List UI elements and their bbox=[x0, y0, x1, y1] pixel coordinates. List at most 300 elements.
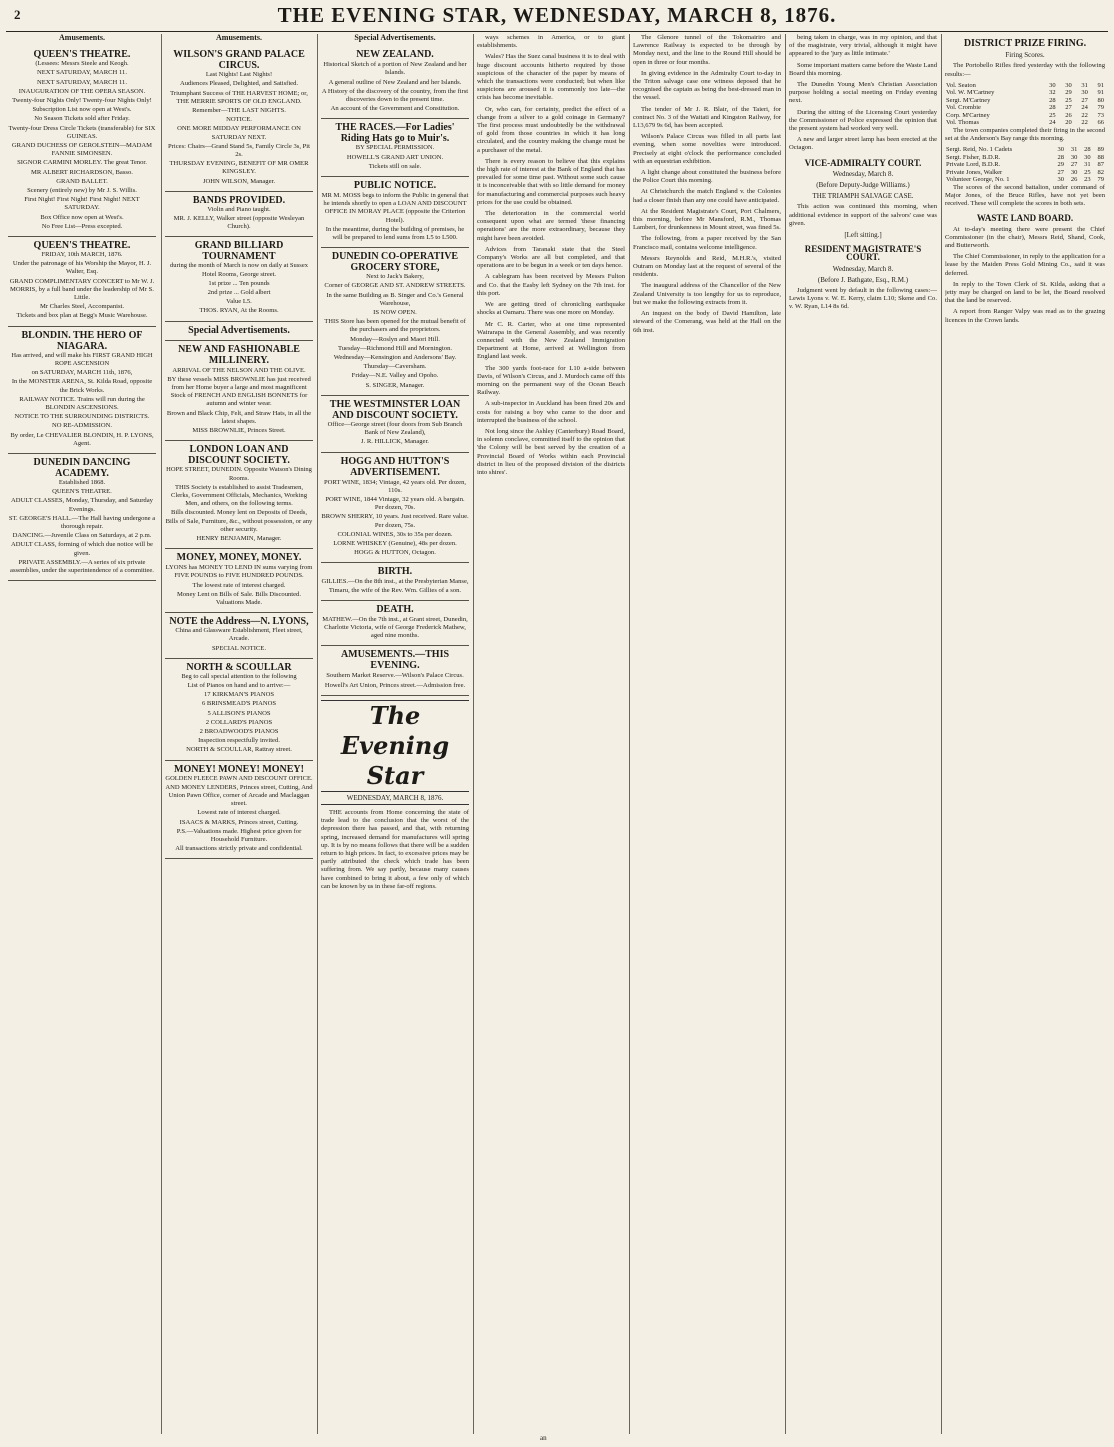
ad-line: 17 KIRKMAN'S PIANOS bbox=[203, 691, 275, 699]
page-number: 2 bbox=[14, 7, 22, 22]
column-4 bbox=[477, 34, 625, 1434]
ad-subheading: during the month of March is now on daily at Sussex Hotel Rooms, George street. bbox=[170, 262, 308, 278]
table-cell: Vol. Thomas bbox=[946, 119, 979, 127]
leader-article: THE accounts from Home concerning the state of trade lead to the conclusion that the worst of the depression there has passed, and that, with returning spring, increased demand for manufactures will spring up. It is by no means follows that there will be a sudden return to high prices. In fact, to excessive prices may be partly attributed the check which trade has been suffering from. We say partly, because many causes have combined to bring it about, a few only of which can be known by us in these far-off regions. bbox=[321, 808, 469, 890]
ad-line: THIS Store has been opened for the mutual benefit of the purchasers and the proprietors. bbox=[324, 318, 466, 334]
table-cell: 30 bbox=[1049, 81, 1056, 89]
advertisement bbox=[321, 601, 469, 647]
table-cell: 88 bbox=[1097, 153, 1104, 161]
ad-line: 2nd prize ... Gold albert bbox=[207, 289, 271, 297]
article-text: The town companies completed their firing in the second set at the Anderson's Bay range this morning. bbox=[945, 126, 1105, 143]
ad-line: Thursday—Caversham. bbox=[363, 363, 427, 371]
ad-line: SIGNOR CARMINI MORLEY. The great Tenor. bbox=[17, 159, 147, 167]
ad-heading: DUNEDIN CO-OPERATIVE GROCERY STORE, bbox=[331, 251, 459, 274]
advertisement bbox=[165, 46, 313, 192]
advertisement bbox=[165, 192, 313, 238]
table-cell: Private Lord, B.D.R. bbox=[946, 161, 1001, 169]
ad-subheading: (Lessees: Messrs Steele and Keogh. bbox=[35, 60, 129, 68]
news-paragraph: During the sitting of the Licensing Court yesterday the Commissioner of Police expressed the opinion that the present system had worked very well. bbox=[789, 108, 937, 133]
ad-line: NOTICE TO THE SURROUNDING DISTRICTS. bbox=[14, 413, 150, 421]
table-cell: 27 bbox=[1081, 96, 1088, 104]
news-paragraph: Messrs Reynolds and Reid, M.H.R.'s, visited Outram on Monday last at the request of several of the residents. bbox=[633, 254, 781, 279]
news-paragraph: There is every reason to believe that this explains the high rate of interest at the Bank of England that has prevailed for some time past. Without some such cause it is inconceivable that with so little demand for money for manufacturing and commercial purposes such heavy prices for the use could be obtained. bbox=[477, 157, 625, 206]
ad-line: HOWELL'S GRAND ART UNION. bbox=[346, 153, 444, 161]
ad-heading: NEW AND FASHIONABLE MILLINERY. bbox=[178, 343, 300, 366]
ad-line: All transactions strictly private and confidential. bbox=[175, 845, 303, 853]
ad-line: BY these vessels MISS BROWNLIE has just received from her Home buyer a large and most magnificent Stock of FRENCH AND ENGLISH BONNETS for autumn and winter wear. bbox=[167, 375, 311, 408]
section-heading: Amusements. bbox=[216, 34, 262, 42]
ad-line: 2 COLLARD'S PIANOS bbox=[205, 718, 273, 726]
ad-heading: BANDS PROVIDED. bbox=[192, 194, 286, 206]
court-heading: VICE-ADMIRALTY COURT. bbox=[804, 157, 922, 168]
ad-line: S. SINGER, Manager. bbox=[365, 381, 425, 389]
ad-line: MR ALBERT RICHARDSON, Basso. bbox=[31, 168, 133, 176]
table-row bbox=[945, 161, 1105, 169]
news-paragraph: The deterioration in the commercial world consequent upon what are termed 'these financing operations' are the more extraordinary, because they might have been avoided. bbox=[477, 210, 625, 242]
news-paragraph: An inquest on the body of David Hamilton, late steward of the Comerang, was held at the Hall on the 6th inst. bbox=[633, 310, 781, 334]
ad-heading: PUBLIC NOTICE. bbox=[353, 180, 437, 192]
news-paragraph: A cablegram has been received by Messrs Fulton and Co. that the Easby left Sydney on the 7th inst. for this port. bbox=[477, 273, 625, 297]
table-row bbox=[945, 82, 1105, 90]
ad-subheading: GOLDEN FLEECE PAWN AND DISCOUNT OFFICE. bbox=[165, 774, 313, 782]
article-text: The Chief Commissioner, in reply to the application for a lease by the Maiden Press Gold Mining Co., said it was deferred. bbox=[945, 253, 1105, 277]
table-cell: 32 bbox=[1049, 89, 1056, 97]
advertisement bbox=[165, 441, 313, 549]
column-3 bbox=[321, 34, 469, 1434]
news-paragraphs bbox=[633, 34, 781, 335]
advertisement bbox=[321, 46, 469, 119]
ad-line: IS NOW OPEN. bbox=[373, 309, 417, 317]
ad-line: on SATURDAY, MARCH 11th, 1876, bbox=[31, 369, 133, 377]
ad-line: First Night! First Night! First Night! NEXT SATURDAY. bbox=[24, 196, 140, 212]
table-cell: 30 bbox=[1070, 168, 1078, 176]
ad-line: MATHEW.—On the 7th inst., at Grant street, Dunedin, Charlotte Victoria, wife of George Frederick Mathew, aged nine months. bbox=[322, 615, 468, 640]
table-cell: 79 bbox=[1097, 104, 1104, 112]
article-heading: WASTE LAND BOARD. bbox=[976, 213, 1074, 224]
ads-list bbox=[165, 46, 313, 859]
ad-subheading: Has arrived, and will make his FIRST GRAND HIGH ROPE ASCENSION bbox=[11, 351, 153, 367]
table-cell: 23 bbox=[1084, 176, 1091, 184]
table-cell: 30 bbox=[1065, 81, 1072, 89]
ad-line: In the MONSTER ARENA, St. Kilda Road, opposite the Brick Works. bbox=[11, 378, 153, 394]
table-cell: Volunteer George, No. 1 bbox=[946, 176, 1010, 184]
table-cell: Sergt. M'Cartney bbox=[946, 96, 991, 104]
court-before: (Before J. Bathgate, Esq., R.M.) bbox=[817, 275, 909, 284]
news-paragraph: ways schemes in America, or to giant establishments. bbox=[477, 34, 625, 50]
ad-line: ADULT CLASSES, Monday, Thursday, and Saturday Evenings. bbox=[11, 497, 153, 513]
ad-heading: MONEY! MONEY! MONEY! bbox=[174, 763, 304, 775]
ad-line: THURSDAY EVENING, BENEFIT OF MR OMER KINGSLEY. bbox=[169, 160, 309, 176]
ad-line: Twenty-four Dress Circle Tickets (transferable) for SIX GUINEAS. bbox=[8, 124, 156, 140]
ad-heading: QUEEN'S THEATRE. bbox=[33, 240, 131, 252]
table-cell: 30 bbox=[1057, 176, 1065, 184]
ad-line: Tickets still on sale. bbox=[368, 162, 422, 170]
ad-line: NORTH & SCOULLAR, Rattray street. bbox=[186, 746, 292, 754]
ad-line: GRAND DUCHESS OF GEROLSTEIN—MADAM FANNIE SIMONSEN. bbox=[11, 142, 153, 158]
ad-subheading: FRIDAY, 10th MARCH, 1876. bbox=[41, 251, 123, 259]
ad-line: Bills discounted. Money lent on Deposits of Deeds, Bills of Sale, Furniture, &c., without possession, or any other security. bbox=[165, 509, 313, 533]
ad-line: GILLIES.—On the 8th inst., at the Presbyterian Manse, Timaru, the wife of the Rev. Wm. Gillies of a son. bbox=[321, 578, 469, 594]
ad-line: PORT WINE, 1844 Vintage, 32 years old. A bargain. Per dozen, 70s. bbox=[325, 495, 465, 512]
ad-line: An account of the Government and Constitution. bbox=[330, 105, 460, 113]
table-cell: 28 bbox=[1049, 104, 1056, 112]
ad-line: Brown and Black Chip, Felt, and Straw Hats, in all the latest shapes. bbox=[166, 409, 312, 425]
ad-line: Subscription List now open at West's. bbox=[32, 106, 132, 114]
paper-title: The Evening Star bbox=[321, 700, 469, 792]
ad-line: Tuesday—Richmond Hill and Mornington. bbox=[337, 344, 453, 352]
ad-line: AND MONEY LENDERS, Princes street, Cutting, And Union Pawn Office, corner of Arcade and Maclaggan street. bbox=[165, 783, 313, 808]
advertisement bbox=[165, 549, 313, 613]
table-cell: 28 bbox=[1057, 153, 1065, 161]
table-cell: Corp. M'Cartney bbox=[946, 111, 990, 119]
ad-heading: GRAND BILLIARD TOURNAMENT bbox=[194, 240, 284, 263]
ad-line: Corner of GEORGE AND ST. ANDREW STREETS. bbox=[324, 282, 466, 290]
table-cell: 27 bbox=[1057, 168, 1065, 176]
ad-line: BROWN SHERRY, 10 years. Just received. Rare value. Per dozen, 75s. bbox=[321, 513, 469, 529]
newspaper-title: THE EVENING STAR, WEDNESDAY, MARCH 8, 1876. bbox=[277, 3, 837, 27]
ad-line: No Season Tickets sold after Friday. bbox=[34, 115, 130, 123]
table-cell: 25 bbox=[1065, 96, 1072, 104]
table-cell: 24 bbox=[1049, 119, 1056, 127]
masthead bbox=[0, 0, 1114, 30]
ad-line: A History of the discovery of the country, from the first discoveries down to the present time. bbox=[321, 87, 469, 104]
court-date: Wednesday, March 8. bbox=[832, 169, 894, 178]
table-cell: 30 bbox=[1057, 146, 1065, 154]
ad-line: NOTICE. bbox=[226, 116, 252, 124]
court-heading: RESIDENT MAGISTRATE'S COURT. bbox=[804, 244, 922, 263]
article-text: A report from Ranger Valpy was read as to the grazing licences in the Crown lands. bbox=[945, 308, 1105, 324]
table-cell: 24 bbox=[1081, 104, 1088, 112]
table-cell: 91 bbox=[1097, 89, 1104, 97]
table-row bbox=[945, 97, 1105, 105]
column-rule bbox=[629, 34, 630, 1434]
ad-heading: DUNEDIN DANCING ACADEMY. bbox=[33, 456, 131, 479]
ad-line: Wednesday—Kensington and Andersons' Bay. bbox=[333, 354, 457, 362]
ad-line: NEXT SATURDAY, MARCH 11. bbox=[37, 78, 127, 86]
news-paragraph: Advices from Taranaki state that the Steel Company's Works are all but completed, and that operations are to be begun in a week or ten days hence. bbox=[477, 245, 625, 270]
ad-heading: BLONDIN. THE HERO OF NIAGARA. bbox=[21, 329, 143, 352]
article-subheading: Firing Scores. bbox=[1005, 51, 1045, 60]
ad-line: List of Pianos on hand and to arrive:— bbox=[187, 681, 291, 689]
article-heading: DISTRICT PRIZE FIRING. bbox=[963, 38, 1087, 49]
ad-line: LYONS has MONEY TO LEND IN sums varying from FIVE POUNDS to FIVE HUNDRED POUNDS. bbox=[165, 564, 313, 580]
news-paragraph: At Christchurch the match England v. the Colonies had a closer finish than any one could have anticipated. bbox=[633, 188, 781, 204]
ad-line: INAUGURATION OF THE OPERA SEASON. bbox=[18, 87, 146, 95]
article-text: In reply to the Town Clerk of St. Kilda, asking that a jetty may be charged on land to be let, the Board resolved that the land be reserved. bbox=[945, 280, 1105, 305]
table-cell: Vol. Seaton bbox=[946, 81, 976, 89]
table-cell: 89 bbox=[1097, 146, 1104, 154]
ad-line: J. R. HILLICK, Manager. bbox=[361, 438, 429, 446]
table-row bbox=[945, 154, 1105, 162]
ad-line: MISS BROWNLIE, Princes Street. bbox=[192, 427, 286, 435]
court-before: (Before Deputy-Judge Williams.) bbox=[816, 181, 910, 190]
column-5 bbox=[633, 34, 781, 1434]
ad-heading: MONEY, MONEY, MONEY. bbox=[176, 552, 302, 564]
advertisement bbox=[165, 659, 313, 761]
advertisement bbox=[321, 396, 469, 453]
column-rule bbox=[785, 34, 786, 1434]
ad-heading: WILSON'S GRAND PALACE CIRCUS. bbox=[173, 49, 305, 72]
table-row bbox=[945, 176, 1105, 184]
ad-line: Tickets and box plan at Begg's Music Warehouse. bbox=[16, 312, 148, 320]
ad-line: Howell's Art Union, Princes street.—Admission free. bbox=[324, 681, 466, 689]
ad-line: QUEEN'S THEATRE. bbox=[52, 488, 112, 496]
ad-line: THIS Society is established to assist Tradesmen, Clerks, Government Officials, Mechanics, Working Men, and others, on the following terms. bbox=[170, 483, 307, 508]
table-cell: 31 bbox=[1081, 81, 1088, 89]
news-paragraph: Mr C. R. Carter, who at one time represented Wairarapa in the General Assembly, and was recently connected with the New Zealand Immigration Department at Home, arrived at Wellington from England last week. bbox=[477, 320, 625, 361]
section-heading: Special Advertisements. bbox=[354, 34, 436, 42]
ad-subheading: Last Nights! Last Nights! bbox=[205, 71, 273, 79]
ad-line: Inspection respectfully invited. bbox=[198, 737, 280, 745]
ad-line: COLONIAL WINES, 30s to 35s per dozen. bbox=[337, 530, 453, 538]
ad-line: NO RE-ADMISSION. bbox=[51, 422, 113, 430]
ad-line: JOHN WILSON, Manager. bbox=[202, 177, 276, 185]
table-row bbox=[945, 104, 1105, 112]
column-7 bbox=[945, 34, 1105, 1434]
table-cell: 30 bbox=[1081, 89, 1088, 97]
ad-line: ADULT CLASS, forming of which due notice will be given. bbox=[11, 541, 153, 557]
advertisement bbox=[165, 613, 313, 659]
news-paragraph: At the Resident Magistrate's Court, Port Chalmers, this morning, before Mr Mansford, R.M., Thomas Lambert, for drunkenness in Mount street, was fined 5s. bbox=[633, 207, 781, 232]
news-paragraph: The Dunedin Young Men's Christian Association purpose holding a social meeting on Friday evening next. bbox=[789, 81, 937, 105]
court-text: This action was continued this morning, when additional evidence in support of the salvors' case was given. bbox=[789, 203, 937, 227]
table-cell: 29 bbox=[1057, 161, 1065, 169]
ad-line: ST. GEORGE'S HALL.—The Hall having undergone a thorough repair. bbox=[8, 514, 156, 530]
news-paragraph: The inaugural address of the Chancellor of the New Zealand University is too lengthy for us to reproduce, but we make the following extracts from it. bbox=[633, 282, 781, 306]
table-cell: 80 bbox=[1097, 96, 1104, 104]
ad-subheading: Violin and Piano taught. bbox=[207, 205, 271, 213]
news-paragraph: A sub-inspector in Auckland has been fined 20s and costs for raising a boy who came to the door and interrupted the business of the school. bbox=[477, 400, 625, 424]
column-rule bbox=[161, 34, 162, 1434]
ad-line: MR. J. KELLY, Walker street (opposite Wesleyan Church). bbox=[173, 215, 305, 231]
advertisement bbox=[321, 248, 469, 396]
table-row bbox=[945, 119, 1105, 127]
ad-line: Lowest rate of interest charged. bbox=[197, 809, 281, 817]
table-cell: Private Jones, Walker bbox=[946, 168, 1003, 176]
ad-heading: NOTE the Address—N. LYONS, bbox=[169, 616, 309, 628]
ad-heading: Special Advertisements. bbox=[188, 324, 290, 336]
news-paragraph: The following, from a paper received by the San Francisco mail, contains welcome intelligence. bbox=[633, 235, 781, 251]
advertisement bbox=[8, 454, 156, 581]
column-2 bbox=[165, 34, 313, 1434]
ad-line: The lowest rate of interest charged. bbox=[192, 581, 286, 589]
ad-line: 5 ALLISON'S PIANOS bbox=[207, 709, 271, 717]
news-paragraph: being taken in charge, was in my opinion, and that of the magistrate, very trivial, although it might have appeared to the 'jury as little intimate.' bbox=[789, 34, 937, 58]
news-paragraph: Some important matters came before the Waste Land Board this morning. bbox=[789, 61, 937, 77]
ad-line: Historical Sketch of a portion of New Zealand and her Islands. bbox=[323, 61, 467, 77]
table-cell: 27 bbox=[1070, 161, 1078, 169]
article-text: At to-day's meeting there were present the Chief Commissioner (in the chair), Messrs Reid, Shand, Cook, and Butterworth. bbox=[945, 225, 1105, 249]
advertisement bbox=[165, 237, 313, 321]
ad-line: Twenty-four Nights Only! Twenty-four Nights Only! bbox=[12, 97, 152, 105]
table-row bbox=[945, 112, 1105, 120]
ad-line: LORNE WHISKEY (Genuine), 48s per dozen. bbox=[333, 539, 457, 547]
ad-line: P.S.—Valuations made. Highest price given for Household Furniture. bbox=[176, 827, 302, 843]
news-paragraph: The 300 yards foot-race for L10 a-side between Davis, of Wilson's Circus, and J. Murdoch came off this morning on the permanent way of the Ocean Beach Railway. bbox=[477, 364, 625, 397]
ad-line: HOGG & HUTTON, Octagon. bbox=[354, 549, 436, 557]
score-table bbox=[945, 146, 1105, 184]
ad-heading: THE WESTMINSTER LOAN AND DISCOUNT SOCIETY. bbox=[329, 398, 461, 421]
news-paragraph: Or, who can, for certainty, predict the effect of a change from a silver to a gold coinage in Germany? The first process must undoubtedly be the withdrawal of gold from those countries in which it has long circulated, and the country making the change must be a purchaser of the metal. bbox=[477, 105, 625, 154]
ad-heading: AMUSEMENTS.—THIS EVENING. bbox=[340, 649, 450, 672]
table-cell: 73 bbox=[1097, 111, 1104, 119]
ad-line: No Free List—Press excepted. bbox=[41, 222, 123, 230]
table-cell: 28 bbox=[1049, 96, 1056, 104]
advertisement bbox=[321, 177, 469, 248]
ad-line: SPECIAL NOTICE. bbox=[212, 644, 266, 652]
news-paragraph: The tender of Mr J. R. Blair, of the Taieri, for contract No. 3 of the Waitati and Kingston Railway, for L13,679 9s 6d, has been accepted. bbox=[633, 105, 781, 130]
section-heading: Amusements. bbox=[59, 34, 105, 42]
table-cell: Sergt. Fisher, B.D.R. bbox=[946, 153, 1001, 161]
table-cell: 79 bbox=[1097, 176, 1104, 184]
table-cell: Vol. Crombie bbox=[946, 104, 981, 112]
column-rule bbox=[941, 34, 942, 1434]
ad-line: THOS. RYAN, At the Rooms. bbox=[199, 307, 279, 315]
table-cell: 91 bbox=[1097, 81, 1104, 89]
score-table bbox=[945, 82, 1105, 127]
table-cell: 27 bbox=[1065, 104, 1072, 112]
advertisement bbox=[321, 646, 469, 695]
court-foot: [Left sitting.] bbox=[844, 231, 882, 240]
table-cell: Vol. W. M'Cartney bbox=[946, 89, 995, 97]
ad-line: 6 BRINSMEAD'S PIANOS bbox=[201, 700, 277, 708]
dateline: WEDNESDAY, MARCH 8, 1876. bbox=[321, 794, 469, 805]
table-row bbox=[945, 89, 1105, 97]
ad-heading: HOGG AND HUTTON'S ADVERTISEMENT. bbox=[340, 455, 450, 478]
advertisement bbox=[8, 46, 156, 237]
ad-subheading: Next to Jack's Bakery, bbox=[366, 273, 424, 281]
advertisement bbox=[8, 327, 156, 454]
table-cell: 87 bbox=[1097, 161, 1104, 169]
ad-line: ISAACS & MARKS, Princes street, Cutting. bbox=[179, 818, 299, 826]
table-cell: 30 bbox=[1084, 153, 1091, 161]
ad-line: NEXT SATURDAY, MARCH 11. bbox=[37, 69, 127, 77]
table-cell: 20 bbox=[1065, 119, 1072, 127]
ad-line: Prices: Chairs—Grand Stand 5s, Family Circle 3s, Pit 2s. bbox=[168, 142, 310, 159]
advertisement bbox=[321, 453, 469, 564]
advertisement bbox=[165, 341, 313, 442]
page-footer: an bbox=[540, 1434, 547, 1442]
ad-line: Money Lent on Bills of Sale. Bills Discounted. Valuations Made. bbox=[177, 590, 301, 606]
ad-line: Remember—THE LAST NIGHTS. bbox=[192, 107, 286, 115]
ad-subheading: HOPE STREET, DUNEDIN. Opposite Watson's Dining Rooms. bbox=[166, 466, 312, 482]
advertisement bbox=[321, 563, 469, 600]
ad-line: Triumphant Success of THE HARVEST HOME; or, THE MERRIE SPORTS OF OLD ENGLAND. bbox=[170, 89, 308, 105]
ad-line: GRAND COMPLIMENTARY CONCERT to Mr W. J. MORRIS, by a full band under the leadership of Mr S. Little. bbox=[9, 277, 155, 302]
ad-heading: NORTH & SCOULLAR bbox=[186, 661, 292, 673]
court-text: Judgment went by default in the following cases:—Lewis Lyons v. W. E. Kerry, claim L10; Skene and Co. v. W. Ryan, L14 8s 6d. bbox=[789, 287, 937, 311]
ad-subheading: China and Glassware Establishment, Fleet street, Arcade. bbox=[175, 627, 303, 643]
table-row bbox=[945, 169, 1105, 177]
ad-line: Scenery (entirely new) by Mr J. S. Willis. bbox=[27, 187, 137, 195]
ad-line: Friday—N.E. Valley and Opoho. bbox=[351, 372, 439, 380]
ad-line: PORT WINE, 1834; Vintage, 42 years old. Per dozen, 110s. bbox=[323, 478, 467, 494]
ad-heading: THE RACES.—For Ladies' Riding Hats go to Muir's. bbox=[335, 122, 455, 145]
ad-line: Mr Charles Steel, Accompanist. bbox=[39, 303, 125, 311]
masthead-rule bbox=[6, 31, 1108, 32]
table-row bbox=[945, 146, 1105, 154]
ad-heading: DEATH. bbox=[376, 603, 414, 615]
column-rule bbox=[317, 34, 318, 1434]
ad-line: ARRIVAL OF THE NELSON AND THE OLIVE. bbox=[172, 366, 306, 374]
news-paragraph: Wilson's Palace Circus was filled in all parts last evening, when some novelties were introduced. Precisely at eight o'clock the performance concluded with an equestrian exhibition. bbox=[633, 133, 781, 165]
ad-line: A general outline of New Zealand and her Islands. bbox=[328, 78, 462, 86]
ad-line: ONE MORE MIDDAY PERFORMANCE ON SATURDAY NEXT. bbox=[177, 125, 301, 141]
ads-list bbox=[8, 46, 156, 581]
ad-line: DANCING.—Juvenile Class on Saturdays, at 2 p.m. bbox=[12, 532, 152, 540]
table-cell: 66 bbox=[1097, 119, 1104, 127]
ad-line: Monday—Roslyn and Maori Hill. bbox=[350, 335, 440, 343]
ad-line: Under the patronage of his Worship the Mayor, H. J. Walter, Esq. bbox=[12, 260, 152, 276]
news-paragraph: A new and larger street lamp has been erected at the Octagon. bbox=[789, 136, 937, 152]
column-6 bbox=[789, 34, 937, 1434]
column-rule bbox=[473, 34, 474, 1434]
news-paragraph: We are getting tired of chronicling earthquake shocks at Oamaru. There was one more on Monday. bbox=[477, 301, 625, 317]
ad-line: Box Office now open at West's. bbox=[40, 213, 124, 221]
table-cell: 31 bbox=[1084, 161, 1091, 169]
ad-heading: NEW ZEALAND. bbox=[356, 49, 434, 61]
table-cell: 25 bbox=[1049, 111, 1056, 119]
ad-line: 1st prize ... Ten pounds bbox=[208, 279, 270, 287]
ad-heading: BIRTH. bbox=[377, 566, 413, 578]
news-paragraph: Wales? Has the Suez canal business it is to deal with huge discount accounts hitherto required by those suspicious of the character of the paper by means of which the transactions were conducted; but when like suspicions are aroused it is commonly too late—the crisis has become inevitable. bbox=[477, 53, 625, 102]
ad-line: Southern Market Reserve.—Wilson's Palace Circus. bbox=[326, 672, 464, 680]
ad-line: GRAND BALLET. bbox=[56, 177, 108, 185]
ad-subheading: Established 1868. bbox=[58, 478, 106, 486]
advertisement bbox=[165, 761, 313, 860]
column-1 bbox=[8, 34, 156, 1434]
table-cell: 25 bbox=[1084, 168, 1091, 176]
article-text: The Portobello Rifles fired yesterday with the following results:— bbox=[945, 62, 1105, 78]
case-title: THE TRIAMPH SALVAGE CASE. bbox=[812, 192, 914, 201]
table-cell: 28 bbox=[1084, 146, 1091, 154]
ad-line: HENRY BENJAMIN, Manager. bbox=[196, 534, 282, 542]
advertisement bbox=[165, 322, 313, 341]
ad-line: Value L5. bbox=[226, 298, 252, 306]
table-cell: 22 bbox=[1081, 111, 1088, 119]
table-cell: 31 bbox=[1070, 146, 1078, 154]
news-paragraphs bbox=[789, 34, 937, 153]
news-paragraph: Not long since the Ashley (Canterbury) Road Board, in solemn conclave, committed itself to the opinion that 'the Colony will be best served by the creation of a Provincial Board of Works within each Provincial district in lieu of the proposed division of the districts into shires'. bbox=[477, 427, 625, 476]
ad-line: RAILWAY NOTICE. Trains will run during the BLONDIN ASCENSIONS. bbox=[19, 395, 145, 411]
table-cell: 22 bbox=[1081, 119, 1088, 127]
table-cell: 26 bbox=[1065, 111, 1072, 119]
court-date: Wednesday, March 8. bbox=[832, 264, 894, 273]
news-paragraph: The Glenore tunnel of the Tokomairiro and Lawrence Railway is expected to be through by Monday next, and the line to the Round Hill should be open in three or four months. bbox=[633, 34, 781, 66]
news-paragraphs bbox=[477, 34, 625, 477]
ad-line: MR M. MOSS begs to inform the Public in general that he intends shortly to open a LOAN AND DISCOUNT OFFICE IN MORAY PLACE (opposite the Criterion Hotel). bbox=[321, 192, 469, 224]
article-text: The scores of the second battalion, under command of Major Jones, of the Bruce Rifles, have not yet been received. These will complete the scores in both sets. bbox=[945, 183, 1105, 208]
ad-line: PRIVATE ASSEMBLY.—A series of six private assemblies, under the superintendence of a committee. bbox=[10, 558, 154, 574]
advertisement bbox=[8, 237, 156, 327]
ad-line: In the meantime, during the building of premises, he will be prepared to lend sums from L5 to L500. bbox=[325, 225, 465, 242]
ad-subheading: Office—George street (four doors from Sub Branch Bank of New Zealand), bbox=[327, 420, 463, 437]
ad-line: By order, Le CHEVALIER BLONDIN, H. P. LYONS, Agent. bbox=[10, 431, 154, 447]
table-cell: 82 bbox=[1097, 168, 1104, 176]
news-paragraph: In giving evidence in the Admiralty Court to-day in the Triton salvage case one witness deposed that he recognised the captain as being the best-dressed man in the vessel. bbox=[633, 69, 781, 102]
ad-line: 2 BROADWOOD'S PIANOS bbox=[199, 727, 279, 735]
ad-line: Audiences Pleased, Delighted, and Satisfied. bbox=[179, 80, 299, 88]
table-cell: 30 bbox=[1070, 153, 1078, 161]
table-cell: 26 bbox=[1070, 176, 1078, 184]
table-cell: 29 bbox=[1065, 89, 1072, 97]
table-cell: Sergt. Reid, No. 1 Cadets bbox=[946, 146, 1013, 154]
ad-subheading: BY SPECIAL PERMISSION. bbox=[355, 144, 435, 152]
ads-list bbox=[321, 46, 469, 696]
ad-heading: LONDON LOAN AND DISCOUNT SOCIETY. bbox=[188, 444, 290, 467]
ad-heading: QUEEN'S THEATRE. bbox=[33, 49, 131, 61]
ad-line: In the same Building as B. Singer and Co.'s General Warehouse, bbox=[326, 291, 464, 307]
